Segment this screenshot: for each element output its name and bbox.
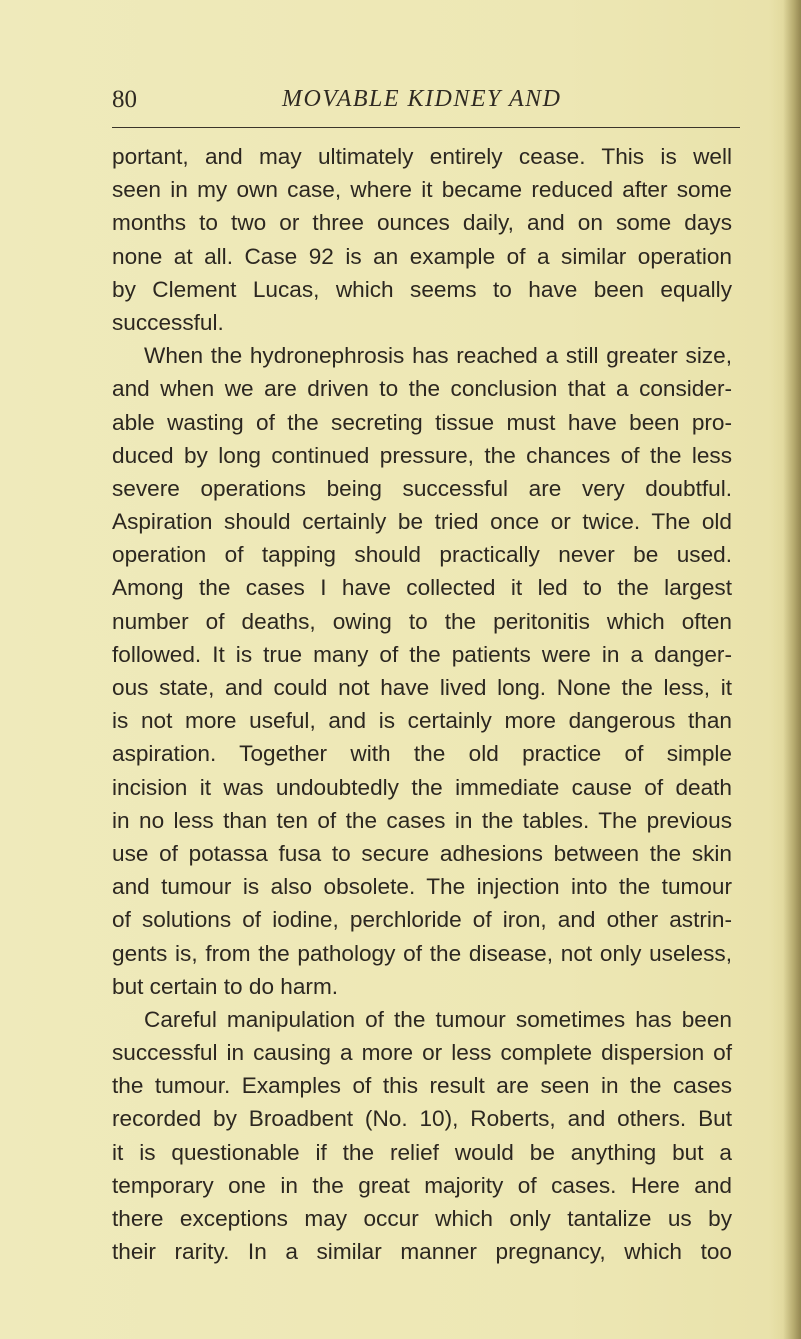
text-line: and tumour is also obsolete. The injection into the tumour <box>112 874 732 900</box>
running-head: MOVABLE KIDNEY AND <box>282 86 562 112</box>
text-line: duced by long continued pressure, the chances of the less <box>112 442 732 468</box>
text-line: Careful manipulation of the tumour sometimes has been <box>144 1006 732 1032</box>
text-line: seen in my own case, where it became reduced after some <box>112 177 732 203</box>
text-line: by Clement Lucas, which seems to have been equally <box>112 276 732 302</box>
text-line: there exceptions may occur which only tantalize us by <box>112 1206 732 1231</box>
text-line: temporary one in the great majority of cases. Here and <box>112 1172 732 1198</box>
text-line: but certain to do harm. <box>112 973 339 999</box>
text-line: use of potassa fusa to secure adhesions between the skin <box>112 840 732 866</box>
text-line: gents is, from the pathology of the disease, not only useless, <box>112 940 732 966</box>
page-edge-shadow <box>783 0 801 1339</box>
page-header <box>112 84 712 124</box>
text-line: severe operations being successful are very doubtful. <box>112 475 732 501</box>
text-line: Among the cases I have collected it led to the largest <box>112 575 732 601</box>
text-line: in no less than ten of the cases in the tables. The previous <box>112 807 732 833</box>
text-line: number of deaths, owing to the peritonitis which often <box>112 608 732 634</box>
text-line: followed. It is true many of the patients were in a danger- <box>112 641 732 667</box>
text-line: and when we are driven to the conclusion that a consider- <box>112 376 732 402</box>
text-line: When the hydronephrosis has reached a still greater size, <box>144 343 732 369</box>
text-line: is not more useful, and is certainly more dangerous than <box>112 708 732 734</box>
body-text <box>112 140 732 1268</box>
text-line: months to two or three ounces daily, and on some days <box>112 210 732 236</box>
text-line: able wasting of the secreting tissue must have been pro- <box>112 409 732 435</box>
text-line: it is questionable if the relief would be anything but a <box>112 1139 732 1165</box>
page-number: 80 <box>112 86 137 113</box>
text-line: of solutions of iodine, perchloride of iron, and other astrin- <box>112 907 732 933</box>
text-line: the tumour. Examples of this result are seen in the cases <box>112 1073 732 1099</box>
text-line: incision it was undoubtedly the immediate cause of death <box>112 774 732 800</box>
text-line: Aspiration should certainly be tried once or twice. The old <box>112 509 732 535</box>
header-rule <box>112 127 740 128</box>
text-line: successful. <box>112 309 224 335</box>
text-line: portant, and may ultimately entirely cease. This is well <box>112 144 732 169</box>
text-line: recorded by Broadbent (No. 10), Roberts, and others. But <box>112 1106 732 1132</box>
text-line: their rarity. In a similar manner pregnancy, which too <box>112 1239 732 1265</box>
text-line: none at all. Case 92 is an example of a similar operation <box>112 243 732 269</box>
text-line: successful in causing a more or less complete dispersion of <box>112 1040 732 1066</box>
text-line: aspiration. Together with the old practice of simple <box>112 741 732 767</box>
text-line: operation of tapping should practically never be used. <box>112 542 732 568</box>
text-line: ous state, and could not have lived long. None the less, it <box>112 675 732 700</box>
